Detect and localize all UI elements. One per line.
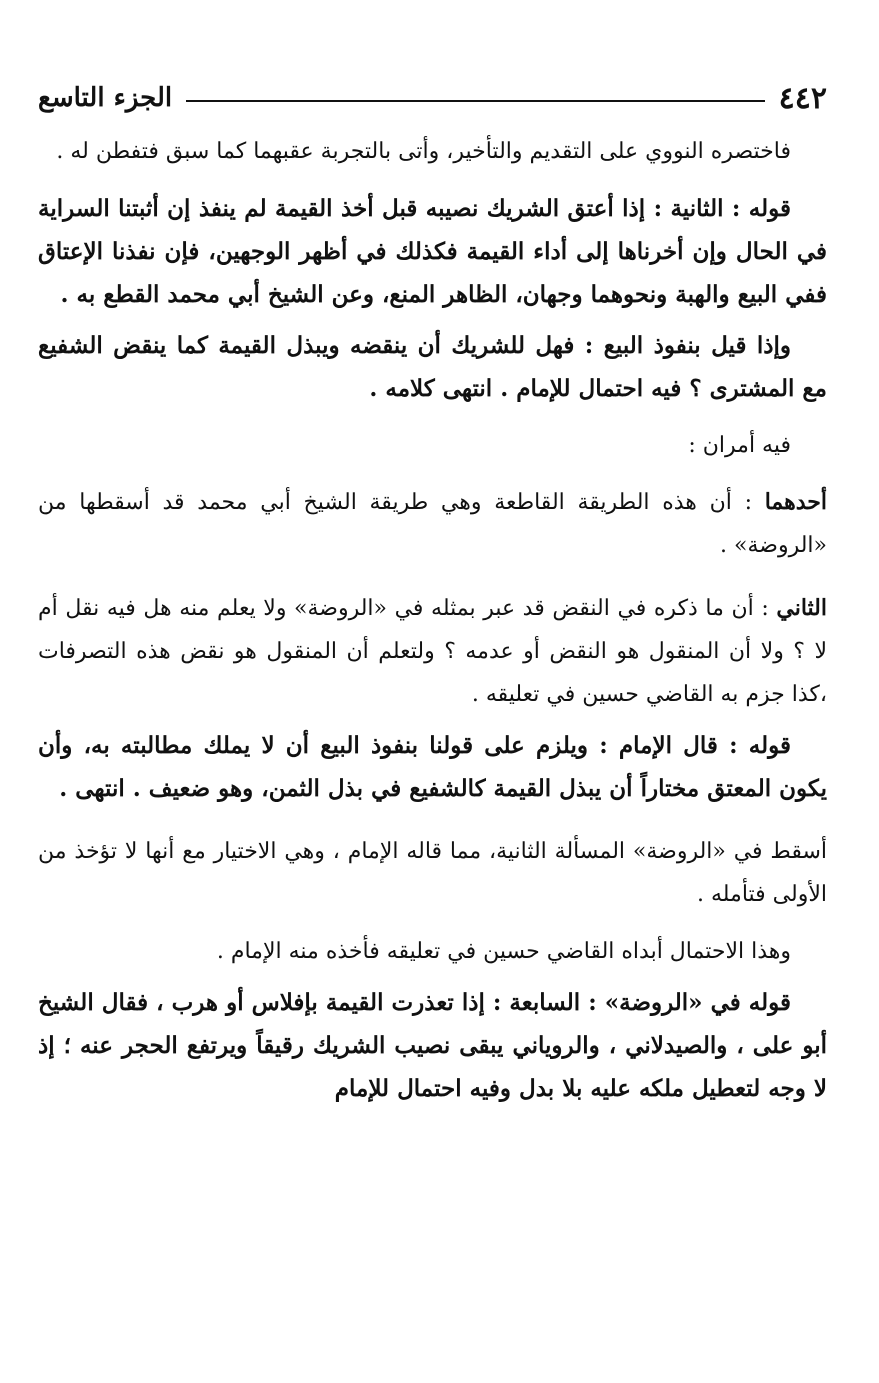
paragraph-10 xyxy=(38,981,827,1110)
paragraph-4 xyxy=(38,424,827,467)
paragraph-text: : أن ما ذكره في النقض قد عبر بمثله في «الروضة» ولا يعلم منه هل فيه نقل أم لا ؟ ولا أن المنقول هو النقض أو عدمه ؟ ولتعلم أن المنقول هو نقض هذه التصرفات ،كذا جزم به القاضي حسين في تعليقه . xyxy=(38,596,827,707)
paragraph-6 xyxy=(38,587,827,716)
running-title: الجزء التاسع xyxy=(38,83,173,113)
paragraph-3 xyxy=(38,324,827,410)
paragraph-1 xyxy=(38,130,827,173)
header-rule xyxy=(186,100,765,102)
paragraph-lead: أحدهما xyxy=(764,489,827,515)
paragraph-lead: الثاني xyxy=(776,595,827,621)
page-number: ٤٤٢ xyxy=(778,80,827,116)
paragraph-8 xyxy=(38,830,827,916)
paragraph-2 xyxy=(38,187,827,316)
paragraph-text: : أن هذه الطريقة القاطعة وهي طريقة الشيخ أبي محمد قد أسقطها من «الروضة» . xyxy=(38,490,827,558)
paragraph-text: وإذا قيل بنفوذ البيع : فهل للشريك أن ينقضه ويبذل القيمة كما ينقض الشفيع مع المشترى ؟ فيه احتمال للإمام . انتهى كلامه . xyxy=(38,332,827,402)
paragraph-text: فيه أمران : xyxy=(688,433,791,458)
paragraph-text: وهذا الاحتمال أبداه القاضي حسين في تعليقه فأخذه منه الإمام . xyxy=(216,939,791,964)
page-body xyxy=(38,130,827,1110)
paragraph-7 xyxy=(38,724,827,810)
paragraph-5 xyxy=(38,481,827,567)
paragraph-text: قوله : قال الإمام : ويلزم على قولنا بنفوذ البيع أن لا يملك مطالبته به، وأن يكون المعتق مختاراً أن يبذل القيمة كالشفيع في بذل الثمن، وهو ضعيف . انتهى . xyxy=(38,732,827,802)
paragraph-text: قوله في «الروضة» : السابعة : إذا تعذرت القيمة بإفلاس أو هرب ، فقال الشيخ أبو على ، والصيدلاني ، والروياني يبقى نصيب الشريك رقيقاً ويرتفع الحجر عنه ؛ إذ لا وجه لتعطيل ملكه عليه بلا بدل وفيه احتمال للإمام xyxy=(38,989,827,1102)
paragraph-text: قوله : الثانية : إذا أعتق الشريك نصيبه قبل أخذ القيمة لم ينفذ إن أثبتنا السراية في الحال وإن أخرناها إلى أداء القيمة فكذلك في أظهر الوجهين، فإن نفذنا الإعتاق ففي البيع والهبة ونحوهما وجهان، الظاهر المنع، وعن الشيخ أبي محمد القطع به . xyxy=(38,195,827,308)
paragraph-text: فاختصره النووي على التقديم والتأخير، وأتى بالتجربة عقبهما كما سبق فتفطن له . xyxy=(56,139,791,164)
paragraph-9 xyxy=(38,930,827,973)
page-header xyxy=(38,78,827,118)
paragraph-text: أسقط في «الروضة» المسألة الثانية، مما قاله الإمام ، وهي الاختيار مع أنها لا تؤخذ من الأولى فتأمله . xyxy=(38,839,827,907)
